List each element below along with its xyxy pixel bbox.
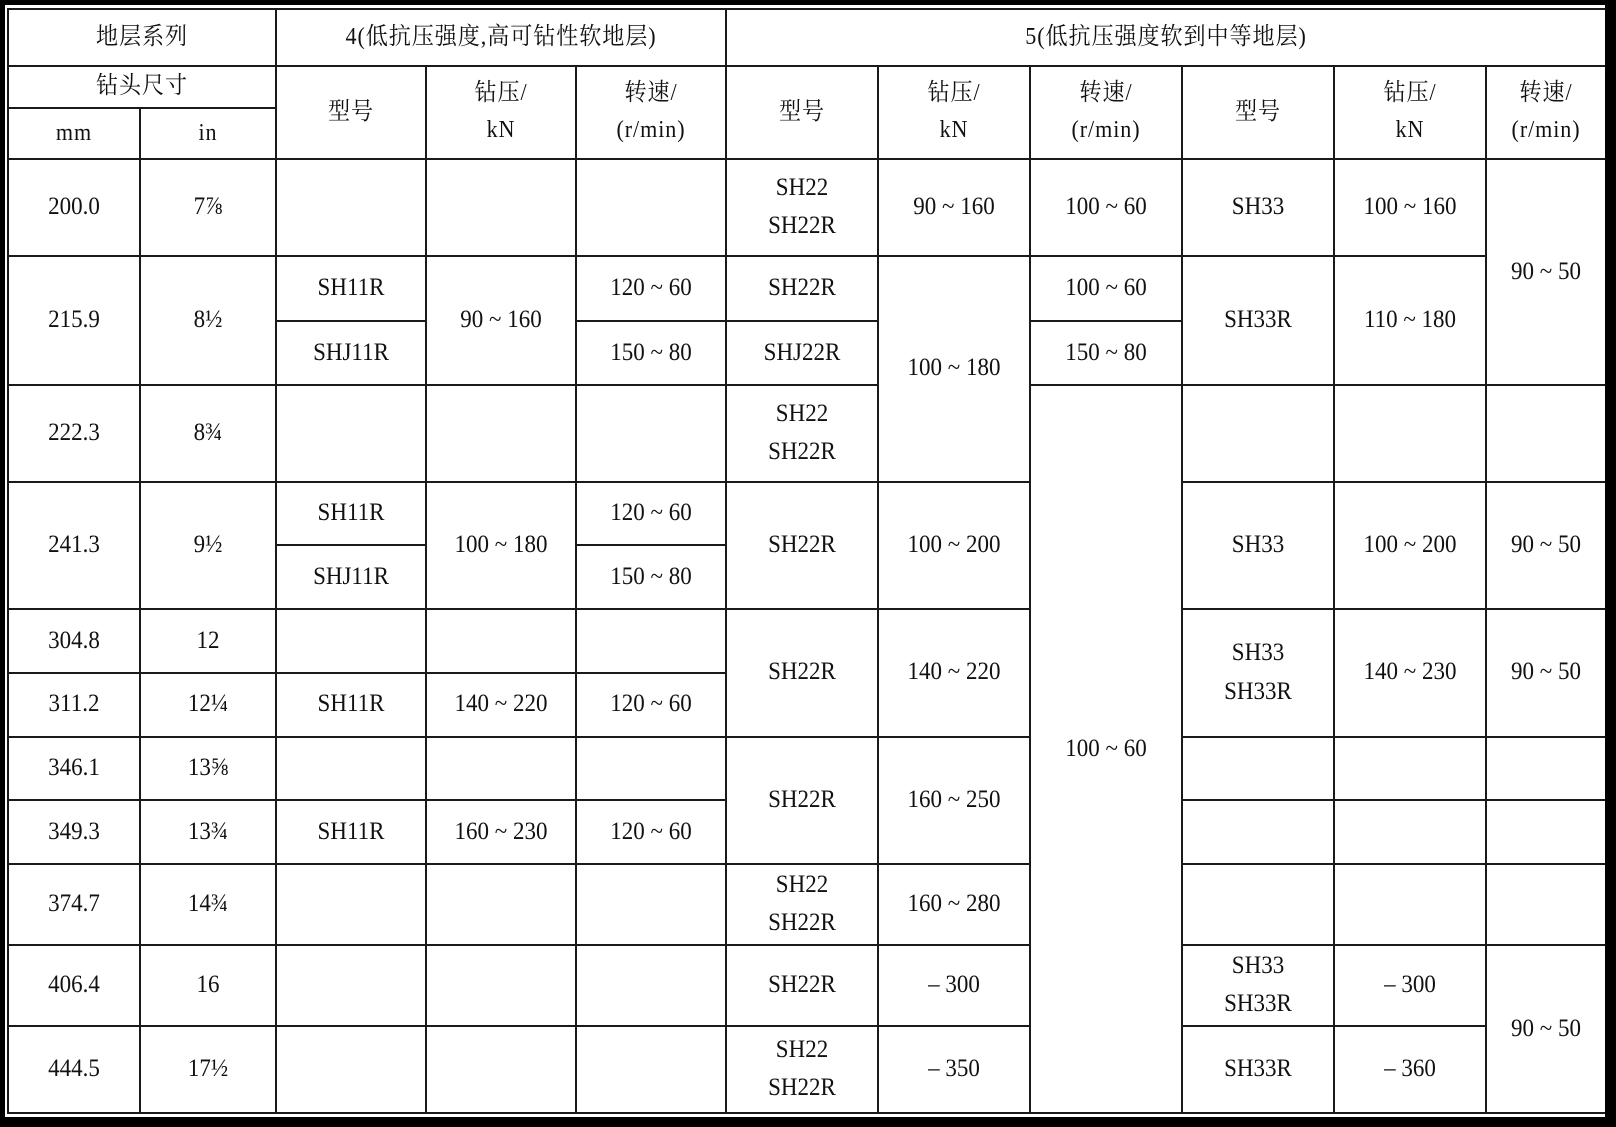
table-row: [8, 737, 1605, 801]
empty-cell: [582, 1026, 720, 1113]
model-cell: SH22R: [732, 482, 872, 610]
empty-cell: [1340, 864, 1480, 945]
rpm-cell: 90 ~ 50: [1491, 945, 1601, 1113]
table-row: [8, 482, 1605, 546]
model-cell: SH33: [1188, 159, 1328, 256]
empty-cell: [582, 737, 720, 801]
empty-cell: [282, 159, 420, 256]
rpm-cell: 100 ~ 60: [1036, 385, 1176, 1113]
empty-cell: [1340, 800, 1480, 864]
rpm-cell: 100 ~ 60: [1036, 256, 1176, 321]
rpm-cell: 120 ~ 60: [582, 256, 720, 321]
wob-cell: 90 ~ 160: [884, 159, 1024, 256]
rpm-cell: 150 ~ 80: [1036, 321, 1176, 386]
header-row-1: [8, 9, 1605, 66]
model-cell: SH11R: [282, 673, 420, 737]
empty-cell: [1340, 385, 1480, 481]
size-mm-cell: 349.3: [13, 800, 134, 864]
model-cell: SH22R: [732, 256, 872, 321]
empty-cell: [582, 945, 720, 1026]
model-cell: SH11R: [282, 256, 420, 321]
model-cell: SH22 SH22R: [732, 385, 872, 481]
g5b-model-header: 型号: [1188, 66, 1328, 159]
model-cell: SH22 SH22R: [732, 1026, 872, 1113]
size-in-cell: 12: [145, 609, 270, 673]
size-in-cell: 8¾: [145, 385, 270, 481]
size-in-cell: 16: [145, 945, 270, 1026]
g5a-wob-header: 钻压/ kN: [884, 66, 1024, 159]
empty-cell: [582, 159, 720, 256]
wob-cell: 160 ~ 230: [432, 800, 570, 864]
empty-cell: [282, 1026, 420, 1113]
empty-cell: [582, 609, 720, 673]
wob-cell: 140 ~ 220: [884, 609, 1024, 737]
model-cell: SH22R: [732, 737, 872, 865]
empty-cell: [1188, 864, 1328, 945]
model-cell: SH22 SH22R: [732, 864, 872, 945]
size-in-cell: 17½: [145, 1026, 270, 1113]
g4-wob-header: 钻压/ kN: [432, 66, 570, 159]
size-in-cell: 13¾: [145, 800, 270, 864]
wob-cell: 100 ~ 200: [884, 482, 1024, 610]
size-mm-cell: 241.3: [13, 482, 134, 610]
model-cell: SHJ11R: [282, 545, 420, 609]
size-mm-cell: 374.7: [13, 864, 134, 945]
wob-cell: 90 ~ 160: [432, 256, 570, 386]
model-cell: SH22 SH22R: [732, 159, 872, 256]
rpm-cell: 90 ~ 50: [1491, 609, 1601, 737]
size-mm-cell: 346.1: [13, 737, 134, 801]
size-mm-cell: 311.2: [13, 673, 134, 737]
rpm-cell: 120 ~ 60: [582, 673, 720, 737]
model-cell: SH33 SH33R: [1188, 945, 1328, 1026]
model-cell: SHJ11R: [282, 321, 420, 386]
table-row: [8, 945, 1605, 1026]
wob-cell: 100 ~ 160: [1340, 159, 1480, 256]
wob-cell: – 360: [1340, 1026, 1480, 1113]
unit-mm-header: mm: [13, 108, 134, 159]
empty-cell: [1188, 737, 1328, 801]
rpm-cell: 120 ~ 60: [582, 800, 720, 864]
size-in-cell: 14¾: [145, 864, 270, 945]
g4-model-header: 型号: [282, 66, 420, 159]
wob-cell: – 300: [884, 945, 1024, 1026]
empty-cell: [282, 737, 420, 801]
rpm-cell: 90 ~ 50: [1491, 482, 1601, 610]
empty-cell: [432, 945, 570, 1026]
g5a-model-header: 型号: [732, 66, 872, 159]
model-cell: SHJ22R: [732, 321, 872, 386]
size-in-cell: 12¼: [145, 673, 270, 737]
size-mm-cell: 222.3: [13, 385, 134, 481]
table-row: [8, 256, 1605, 321]
size-in-cell: 13⅝: [145, 737, 270, 801]
model-cell: SH11R: [282, 800, 420, 864]
size-mm-cell: 406.4: [13, 945, 134, 1026]
wob-cell: – 350: [884, 1026, 1024, 1113]
group5-header: 5(低抗压强度软到中等地层): [761, 9, 1571, 66]
size-in-cell: 7⅞: [145, 159, 270, 256]
empty-cell: [1340, 737, 1480, 801]
bit-specification-table: [7, 8, 1605, 1114]
g4-rpm-header: 转速/ (r/min): [582, 66, 720, 159]
model-cell: SH22R: [732, 945, 872, 1026]
empty-cell: [282, 945, 420, 1026]
size-in-cell: 9½: [145, 482, 270, 610]
wob-cell: 160 ~ 250: [884, 737, 1024, 865]
unit-in-header: in: [145, 108, 270, 159]
wob-cell: 160 ~ 280: [884, 864, 1024, 945]
g5a-rpm-header: 转速/ (r/min): [1036, 66, 1176, 159]
model-cell: SH33R: [1188, 256, 1328, 386]
empty-cell: [1188, 385, 1328, 481]
g5b-rpm-header: 转速/ (r/min): [1491, 66, 1601, 159]
empty-cell: [282, 609, 420, 673]
group4-header: 4(低抗压强度,高可钻性软地层): [294, 9, 708, 66]
empty-cell: [432, 864, 570, 945]
size-mm-cell: 444.5: [13, 1026, 134, 1113]
wob-cell: 100 ~ 180: [884, 256, 1024, 482]
bit-size-header: 钻头尺寸: [19, 66, 266, 109]
wob-cell: 140 ~ 230: [1340, 609, 1480, 737]
wob-cell: 100 ~ 180: [432, 482, 570, 610]
empty-cell: [1491, 864, 1601, 945]
empty-cell: [1491, 385, 1601, 481]
wob-cell: 110 ~ 180: [1340, 256, 1480, 386]
size-mm-cell: 304.8: [13, 609, 134, 673]
empty-cell: [432, 737, 570, 801]
empty-cell: [582, 864, 720, 945]
formation-series-header: 地层系列: [19, 9, 266, 66]
empty-cell: [282, 385, 420, 481]
empty-cell: [1491, 800, 1601, 864]
empty-cell: [1491, 737, 1601, 801]
empty-cell: [1188, 800, 1328, 864]
model-cell: SH11R: [282, 482, 420, 546]
table-row: [8, 864, 1605, 945]
empty-cell: [432, 609, 570, 673]
size-mm-cell: 215.9: [13, 256, 134, 386]
table-row: [8, 159, 1605, 256]
model-cell: SH33 SH33R: [1188, 609, 1328, 737]
size-mm-cell: 200.0: [13, 159, 134, 256]
empty-cell: [582, 385, 720, 481]
rpm-cell: 150 ~ 80: [582, 321, 720, 386]
rpm-cell: 150 ~ 80: [582, 545, 720, 609]
empty-cell: [432, 1026, 570, 1113]
size-in-cell: 8½: [145, 256, 270, 386]
document-page: [5, 5, 1605, 1117]
wob-cell: – 300: [1340, 945, 1480, 1026]
table-row: [8, 1026, 1605, 1113]
rpm-cell: 100 ~ 60: [1036, 159, 1176, 256]
rpm-cell: 120 ~ 60: [582, 482, 720, 546]
table-row: [8, 609, 1605, 673]
g5b-wob-header: 钻压/ kN: [1340, 66, 1480, 159]
wob-cell: 100 ~ 200: [1340, 482, 1480, 610]
model-cell: SH22R: [732, 609, 872, 737]
empty-cell: [282, 864, 420, 945]
model-cell: SH33: [1188, 482, 1328, 610]
empty-cell: [432, 385, 570, 481]
rpm-cell: 90 ~ 50: [1491, 159, 1601, 386]
model-cell: SH33R: [1188, 1026, 1328, 1113]
header-row-2: [8, 66, 1605, 109]
wob-cell: 140 ~ 220: [432, 673, 570, 737]
empty-cell: [432, 159, 570, 256]
table-row: [8, 385, 1605, 481]
